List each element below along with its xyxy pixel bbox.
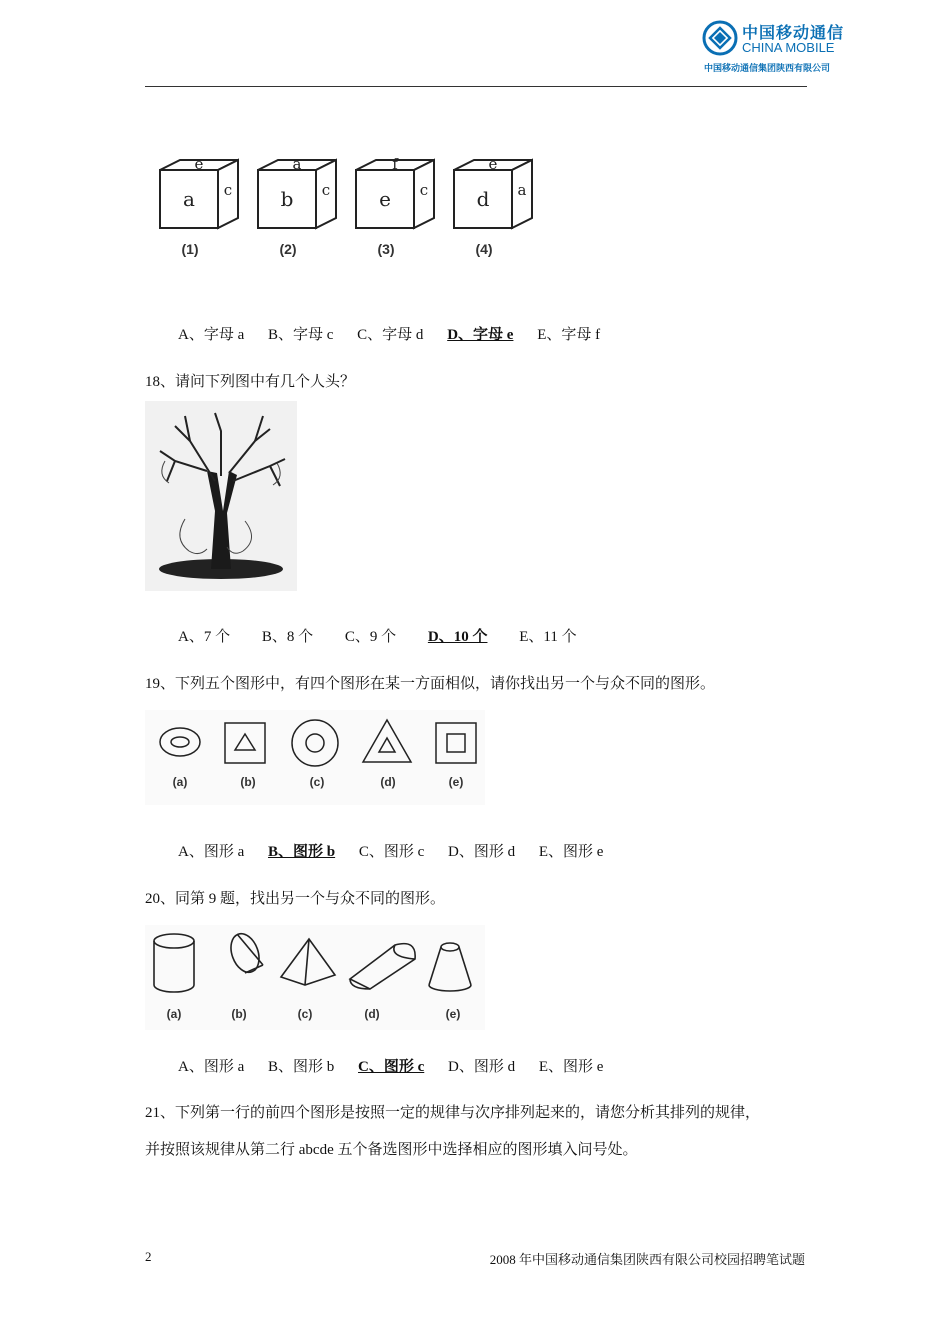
q18-option-c[interactable]: C、9 个 xyxy=(344,629,397,645)
q18-option-b[interactable]: B、8 个 xyxy=(261,629,314,645)
q19-options xyxy=(178,840,623,861)
q17-cube-4-front-letter: d xyxy=(476,187,490,211)
logo-english-name: CHINA MOBILE xyxy=(742,40,835,55)
q19-option-c[interactable]: C、图形 c xyxy=(358,844,425,860)
footer-page-number: 2 xyxy=(145,1249,152,1264)
q17-cube-1-top-letter: e xyxy=(194,155,204,173)
q20-label-1: (a) xyxy=(166,1007,182,1021)
q19-label-1: (a) xyxy=(172,775,188,789)
q17-cube-3-front-letter: e xyxy=(379,187,391,211)
q17-cube-4-top-letter: e xyxy=(488,155,498,173)
q18-tree-image xyxy=(145,401,297,591)
logo-company-name: 中国移动通信集团陕西有限公司 xyxy=(704,64,831,74)
q17-cube-3-label: (3) xyxy=(377,241,395,257)
q17-cube-1-front-letter: a xyxy=(183,187,195,211)
q17-option-e[interactable]: E、字母 f xyxy=(537,327,601,343)
q17-cube-4-side-letter: a xyxy=(517,181,527,199)
q17-option-c[interactable]: C、字母 d xyxy=(357,327,424,343)
logo-chinese-name: 中国移动通信 xyxy=(742,23,845,42)
q17-cube-1-side-letter: c xyxy=(223,181,233,199)
q17-cube-figure xyxy=(145,140,555,280)
q18-option-a[interactable]: A、7 个 xyxy=(178,629,231,645)
q19-question: 19、下列五个图形中，有四个图形在某一方面相似，请你找出另一个与众不同的图形。 xyxy=(145,676,716,692)
q19-option-e[interactable]: E、图形 e xyxy=(538,844,604,860)
q20-label-5: (e) xyxy=(445,1007,461,1021)
q21-question-line1: 21、下列第一行的前四个图形是按照一定的规律与次序排列起来的，请您分析其排列的规律， xyxy=(145,1105,761,1121)
q17-cube-1-label: (1) xyxy=(181,241,199,257)
q19-option-a[interactable]: A、图形 a xyxy=(178,844,245,860)
q17-option-d[interactable]: D、字母 e xyxy=(447,327,514,343)
q17-cube-2-side-letter: c xyxy=(321,181,331,199)
q19-shapes-figure xyxy=(145,710,485,805)
q20-label-4: (d) xyxy=(364,1007,380,1021)
q20-option-e[interactable]: E、图形 e xyxy=(538,1059,604,1075)
q20-option-c[interactable]: C、图形 c xyxy=(358,1059,425,1075)
q17-option-a[interactable]: A、字母 a xyxy=(178,327,245,343)
q18-option-e[interactable]: E、11 个 xyxy=(519,629,577,645)
q17-cube-4-label: (4) xyxy=(475,241,493,257)
q17-cube-3-side-letter: c xyxy=(419,181,429,199)
q17-cube-2-label: (2) xyxy=(279,241,297,257)
q20-option-a[interactable]: A、图形 a xyxy=(178,1059,245,1075)
q19-label-3: (c) xyxy=(309,775,325,789)
q17-option-b[interactable]: B、字母 c xyxy=(268,327,334,343)
china-mobile-logo xyxy=(700,20,845,76)
q20-options xyxy=(178,1055,623,1076)
q17-cube-2-top-letter: a xyxy=(292,155,302,173)
q18-options xyxy=(178,625,597,646)
q21-question-line2: 并按照该规律从第二行 abcde 五个备选图形中选择相应的图形填入问号处。 xyxy=(145,1142,638,1158)
footer-title: 2008 年中国移动通信集团陕西有限公司校园招聘笔试题 xyxy=(489,1252,805,1267)
q19-option-b[interactable]: B、图形 b xyxy=(268,844,336,860)
q17-cube-3-top-letter: f xyxy=(392,155,398,173)
q19-label-4: (d) xyxy=(380,775,396,789)
q20-label-3: (c) xyxy=(297,1007,313,1021)
q19-label-2: (b) xyxy=(240,775,256,789)
q20-option-d[interactable]: D、图形 d xyxy=(448,1059,516,1075)
china-mobile-logo-icon xyxy=(702,20,738,56)
q18-option-d[interactable]: D、10 个 xyxy=(427,629,488,645)
q20-question: 20、同第 9 题，找出另一个与众不同的图形。 xyxy=(145,891,446,907)
q19-label-5: (e) xyxy=(448,775,464,789)
q19-option-d[interactable]: D、图形 d xyxy=(448,844,516,860)
header-divider xyxy=(145,86,807,87)
q17-options xyxy=(178,323,620,344)
q17-cube-2-front-letter: b xyxy=(280,187,294,211)
q20-label-2: (b) xyxy=(231,1007,247,1021)
q20-solids-figure xyxy=(145,925,485,1030)
q18-question: 18、请问下列图中有几个人头？ xyxy=(145,374,356,390)
q20-option-b[interactable]: B、图形 b xyxy=(268,1059,335,1075)
